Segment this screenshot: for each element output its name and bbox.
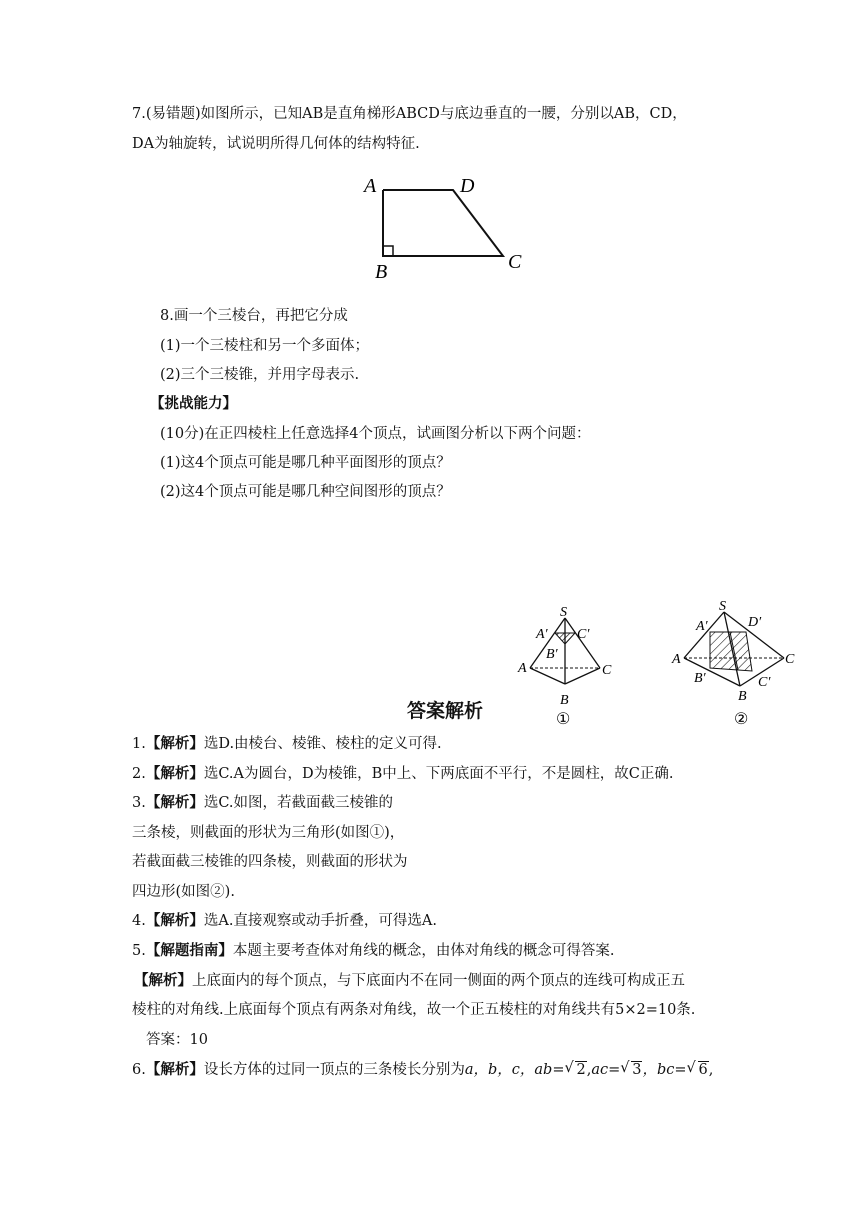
answer-2-tag: 【解析】	[145, 765, 204, 782]
answer-3-text: 选C.如图，若截面截三棱锥的	[203, 795, 394, 811]
answer-6-end: ,	[708, 1062, 714, 1078]
answer-5-final: 答案：10	[146, 1032, 208, 1048]
fig1-number: ①	[556, 711, 571, 728]
answer-5-line2	[134, 971, 685, 991]
trapezoid-figure	[358, 168, 538, 284]
fig2-label-a1: A′	[696, 619, 708, 634]
answer-6-tag: 【解析】	[145, 1061, 204, 1078]
answer-3-line3: 若截面截三棱锥的四条棱，则截面的形状为	[132, 854, 408, 870]
answer-5-line2-text: 上底面内的每个顶点，与下底面内不在同一侧面的两个顶点的连线可构成正五	[192, 973, 685, 989]
answer-2-number: 2.	[132, 766, 146, 782]
fig2-label-b: B	[738, 689, 747, 704]
answer-5-line3: 棱柱的对角线.上底面每个顶点有两条对角线，故一个正五棱柱的对角线共有5×2=10条.	[132, 1002, 696, 1018]
answer-3-tag: 【解析】	[145, 794, 204, 811]
answer-5	[132, 941, 614, 961]
fig1-label-b: B	[560, 693, 569, 708]
fig1-label-c: C	[602, 663, 612, 678]
answer-6-bc: ，bc=	[642, 1062, 687, 1078]
answer-6-text: 设长方体的过同一顶点的三条棱长分别为	[203, 1062, 465, 1078]
fig2-label-c1: C′	[758, 675, 771, 690]
answer-6-number: 6.	[132, 1062, 146, 1078]
answer-2-text: 选C.A为圆台，D为棱锥，B中上、下两底面不平行，不是圆柱，故C正确.	[203, 766, 674, 782]
label-a: A	[364, 175, 377, 197]
answer-2	[132, 764, 673, 784]
fig1-label-a: A	[518, 661, 527, 676]
fig2-label-b1: B′	[694, 671, 706, 686]
answer-6-vars: a，b，c，	[464, 1062, 535, 1078]
challenge-heading: 【挑战能力】	[150, 395, 237, 412]
answer-3-line4: 四边形(如图②).	[132, 884, 235, 900]
challenge-text-line1: (10分)在正四棱柱上任意选择4个顶点，试画图分析以下两个问题：	[160, 426, 591, 442]
sqrt-2-value: 2	[576, 1062, 586, 1078]
fig2-label-s: S	[719, 599, 726, 614]
answer-4	[132, 911, 437, 931]
fig2-label-d1: D′	[748, 615, 762, 630]
q7-text-line2: DA为轴旋转，试说明所得几何体的结构特征.	[132, 136, 420, 152]
label-d: D	[460, 175, 475, 197]
sqrt-3-value: 3	[632, 1062, 642, 1078]
fig1-label-b1: B′	[546, 647, 558, 662]
fig1-label-a1: A′	[536, 627, 548, 642]
answer-5-tag2: 【解析】	[134, 972, 192, 989]
answer-3	[132, 793, 393, 813]
q7-text-line1: 7.(易错题)如图所示，已知AB是直角梯形ABCD与底边垂直的一腰，分别以AB，CD，	[132, 106, 687, 122]
answer-5-number: 5.	[132, 943, 146, 959]
answer-1-tag: 【解析】	[145, 735, 204, 752]
sqrt-2: √ 2	[564, 1060, 586, 1078]
answer-5-tag: 【解题指南】	[145, 942, 233, 959]
answer-1-number: 1.	[132, 736, 146, 752]
answer-3-number: 3.	[132, 795, 146, 811]
q8-text-line1: 8.画一个三棱台，再把它分成	[160, 308, 348, 324]
sqrt-6-value: 6	[698, 1062, 708, 1078]
answer-6-ac: ac=	[591, 1062, 621, 1078]
answer-6-ab: ab=	[534, 1062, 565, 1078]
sqrt-3: √ 3	[620, 1060, 642, 1078]
challenge-text-line2: (1)这4个顶点可能是哪几种平面图形的顶点？	[160, 455, 451, 471]
fig2-number: ②	[734, 711, 749, 728]
q8-text-line2: (1)一个三棱柱和另一个多面体；	[160, 338, 370, 354]
answer-5-text: 本题主要考查体对角线的概念，由体对角线的概念可得答案.	[232, 943, 615, 959]
answer-6: 6.【解析】设长方体的过同一顶点的三条棱长分别为a，b，c，ab= √ 2,ac= √ 3，bc= √ 6,	[132, 1060, 714, 1078]
answers-title: 答案解析	[406, 700, 483, 722]
answer-4-tag: 【解析】	[145, 912, 204, 929]
fig2-label-a: A	[672, 652, 681, 667]
q8-text-line3: (2)三个三棱锥，并用字母表示.	[160, 367, 360, 383]
fig1-label-s: S	[560, 605, 567, 620]
answer-4-number: 4.	[132, 913, 146, 929]
sqrt-6: √ 6	[686, 1060, 708, 1078]
label-c: C	[508, 251, 522, 273]
answer-1	[132, 734, 442, 754]
fig2-label-c: C	[785, 652, 795, 667]
answer-3-line2: 三条棱，则截面的形状为三角形(如图①)，	[132, 825, 405, 841]
answer-1-text: 选D.由棱台、棱锥、棱柱的定义可得.	[203, 736, 442, 752]
label-b: B	[375, 261, 388, 283]
answer-4-text: 选A.直接观察或动手折叠，可得选A.	[203, 913, 438, 929]
fig1-label-c1: C′	[577, 627, 590, 642]
challenge-text-line3: (2)这4个顶点可能是哪几种空间图形的顶点？	[160, 484, 451, 500]
